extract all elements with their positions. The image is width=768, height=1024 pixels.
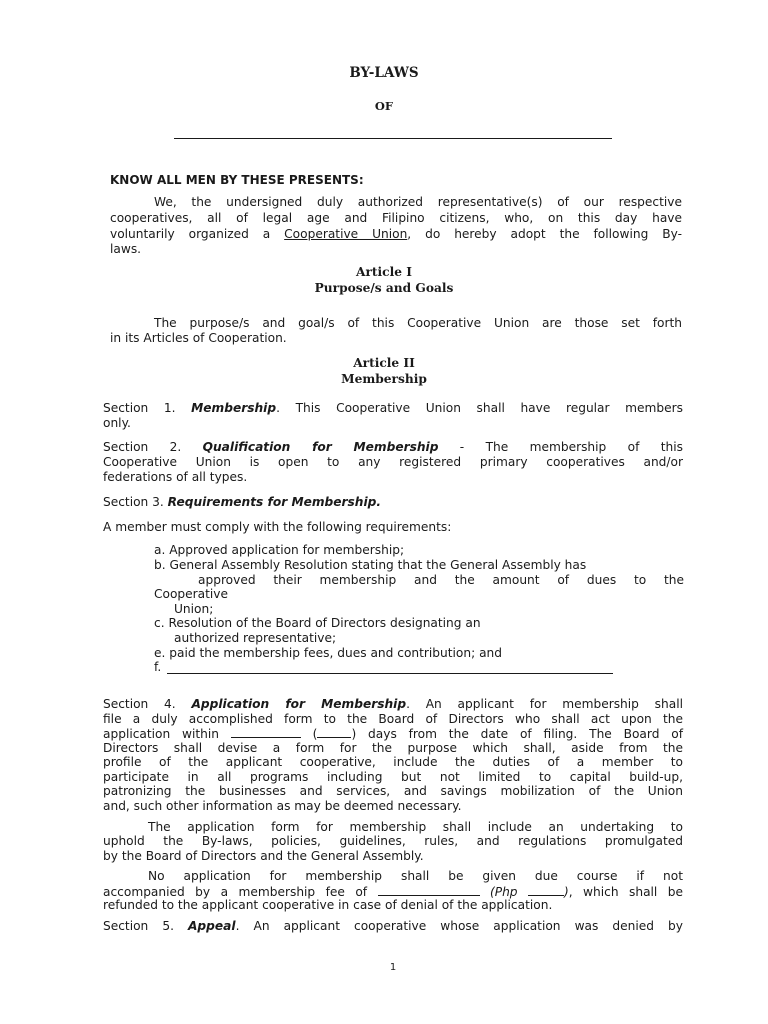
article-1-line-1: The purpose/s and goal/s of this Cooperative Union are those set forth bbox=[154, 316, 682, 330]
section-4-line-3: application within ( ) days from the date of filing. The Board of bbox=[103, 727, 684, 741]
requirement-b-line-2: approved their membership and the amount of dues to the bbox=[198, 573, 684, 587]
section-4-line-5: profile of the applicant cooperative, include the duties of a member to bbox=[103, 755, 683, 769]
days-number-blank bbox=[317, 726, 351, 738]
section-4-para-2-line-3: by the Board of Directors and the General Assembly. bbox=[103, 849, 424, 863]
section-4-line-6: participate in all programs including but not limited to capital build-up, bbox=[103, 770, 683, 784]
membership-fee-amount-blank bbox=[528, 884, 564, 896]
section-4-line-4: Directors shall devise a form for the purpose which shall, aside from the bbox=[103, 741, 683, 755]
section-2-line-3: federations of all types. bbox=[103, 470, 248, 484]
requirement-e: e. paid the membership fees, dues and contribution; and bbox=[154, 646, 503, 660]
section-4-para-3-line-1: No application for membership shall be given due course if not bbox=[148, 869, 683, 883]
section-1-title: Membership bbox=[191, 401, 277, 415]
section-2-line-2: Cooperative Union is open to any registered primary cooperatives and/or bbox=[103, 455, 683, 469]
requirement-f-blank bbox=[167, 673, 613, 674]
intro-line-1: We, the undersigned duly authorized representative(s) of our respective bbox=[154, 195, 682, 209]
section-5-line-1: Section 5. Appeal. An applicant cooperative whose application was denied by bbox=[103, 919, 683, 933]
section-2-line-1: Section 2. Qualification for Membership - The membership of this bbox=[103, 440, 683, 454]
section-4-line-8: and, such other information as may be deemed necessary. bbox=[103, 799, 462, 813]
requirement-a: a. Approved application for membership; bbox=[154, 543, 405, 557]
requirement-b-line-3: Cooperative bbox=[154, 587, 229, 601]
requirement-b-line-1: b. General Assembly Resolution stating that the General Assembly has bbox=[154, 558, 587, 572]
intro-line-2: cooperatives, all of legal age and Filipino citizens, who, on this day have bbox=[110, 211, 682, 225]
know-all-heading: KNOW ALL MEN BY THESE PRESENTS: bbox=[110, 173, 364, 187]
requirement-c-line-1: c. Resolution of the Board of Directors designating an bbox=[154, 616, 481, 630]
section-1-line-2: only. bbox=[103, 416, 131, 430]
section-4-line-7: patronizing the businesses and services, and savings mobilization of the Union bbox=[103, 784, 683, 798]
cooperative-name-blank bbox=[174, 138, 612, 139]
section-5-title: Appeal bbox=[188, 919, 236, 933]
requirement-b-line-4: Union; bbox=[174, 602, 214, 616]
intro-line-3: voluntarily organized a Cooperative Union, do hereby adopt the following By- bbox=[110, 227, 682, 241]
days-words-blank bbox=[231, 726, 301, 738]
document-of: OF bbox=[374, 99, 394, 113]
section-4-line-2: file a duly accomplished form to the Board of Directors who shall act upon the bbox=[103, 712, 683, 726]
article-2-title: Article II bbox=[353, 356, 415, 370]
membership-fee-words-blank bbox=[378, 884, 480, 896]
section-4-title: Application for Membership bbox=[191, 697, 407, 711]
section-4-line-1: Section 4. Application for Membership. An applicant for membership shall bbox=[103, 697, 683, 711]
requirement-f: f. bbox=[154, 660, 162, 674]
page-number: 1 bbox=[389, 962, 397, 973]
section-1-line-1: Section 1. Membership. This Cooperative Union shall have regular members bbox=[103, 401, 683, 415]
section-3-intro: A member must comply with the following requirements: bbox=[103, 520, 452, 534]
requirement-c-line-2: authorized representative; bbox=[174, 631, 337, 645]
article-1-title: Article I bbox=[356, 265, 412, 279]
section-3-heading: Section 3. Requirements for Membership. bbox=[103, 495, 382, 509]
section-4-para-2-line-1: The application form for membership shall include an undertaking to bbox=[148, 820, 683, 834]
section-3-title: Requirements for Membership. bbox=[167, 495, 382, 509]
cooperative-union-term: Cooperative Union bbox=[284, 227, 408, 241]
intro-line-4: laws. bbox=[110, 242, 142, 256]
article-1-subtitle: Purpose/s and Goals bbox=[314, 281, 454, 295]
article-2-subtitle: Membership bbox=[341, 372, 427, 386]
section-4-para-3-line-3: refunded to the applicant cooperative in case of denial of the application. bbox=[103, 898, 553, 912]
article-1-line-2: in its Articles of Cooperation. bbox=[110, 331, 287, 345]
document-title: BY-LAWS bbox=[349, 65, 419, 81]
section-4-para-3-line-2: accompanied by a membership fee of (Php ), which shall be bbox=[103, 885, 683, 899]
section-2-title: Qualification for Membership bbox=[202, 440, 439, 454]
section-4-para-2-line-2: uphold the By-laws, policies, guidelines, rules, and regulations promulgated bbox=[103, 834, 683, 848]
